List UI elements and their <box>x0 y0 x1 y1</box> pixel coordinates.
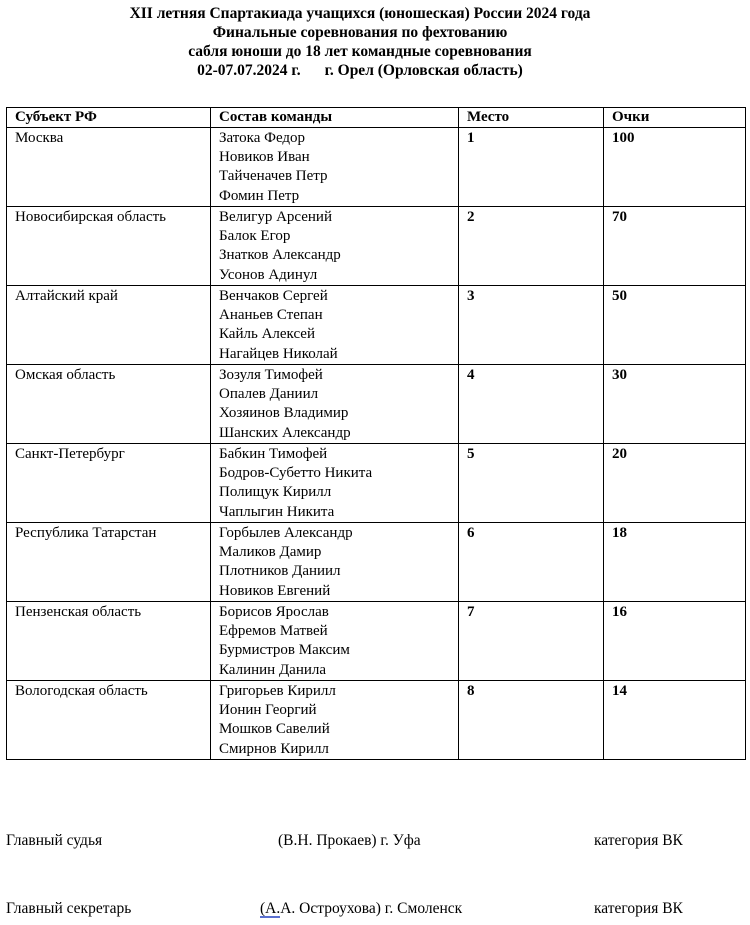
region-cell: Омская область <box>7 365 211 444</box>
team-member: Новиков Иван <box>219 149 310 166</box>
region-cell: Новосибирская область <box>7 207 211 286</box>
team-cell <box>211 128 459 207</box>
place-cell: 4 <box>459 365 604 444</box>
team-member: Бабкин Тимофей <box>219 446 328 462</box>
column-header-place: Место <box>459 108 604 128</box>
points-cell: 30 <box>604 365 746 444</box>
team-member: Усонов Адинул <box>219 266 318 283</box>
signature-role: Главный секретарь <box>6 900 132 917</box>
signature-category: категория ВК <box>594 832 683 849</box>
signature-name: (В.Н. Прокаев) г. Уфа <box>278 832 421 849</box>
table-row <box>7 207 746 286</box>
points-cell: 50 <box>604 286 746 365</box>
signature-name: (А.А. Остроухова) г. Смоленск <box>260 900 463 917</box>
points-cell: 16 <box>604 602 746 681</box>
place-cell: 8 <box>459 681 604 760</box>
table-row <box>7 523 746 602</box>
region-cell: Санкт-Петербург <box>7 444 211 523</box>
team-member: Борисов Ярослав <box>219 604 329 620</box>
team-member: Бурмистров Максим <box>219 642 350 659</box>
region-cell: Москва <box>7 128 211 207</box>
team-member: Затока Федор <box>219 130 306 146</box>
table-row <box>7 444 746 523</box>
points-cell: 20 <box>604 444 746 523</box>
team-member: Плотников Даниил <box>219 563 341 580</box>
table-row <box>7 128 746 207</box>
place-cell: 7 <box>459 602 604 681</box>
header-dateline <box>0 61 720 80</box>
points-cell: 100 <box>604 128 746 207</box>
points-cell: 14 <box>604 681 746 760</box>
team-cell <box>211 286 459 365</box>
column-header-points: Очки <box>604 108 746 128</box>
document-header <box>0 4 720 80</box>
team-member: Шанских Александр <box>219 424 351 441</box>
results-table <box>6 107 746 760</box>
place-cell: 5 <box>459 444 604 523</box>
table-row <box>7 365 746 444</box>
team-member: Чаплыгин Никита <box>219 503 335 520</box>
team-member: Ионин Георгий <box>219 702 317 719</box>
team-member: Полищук Кирилл <box>219 484 332 501</box>
team-member: Нагайцев Николай <box>219 345 338 362</box>
team-member: Опалев Даниил <box>219 386 319 403</box>
team-member: Григорьев Кирилл <box>219 683 336 699</box>
team-member: Ефремов Матвей <box>219 623 328 640</box>
signature-category: категория ВК <box>594 900 683 917</box>
team-member: Мошков Савелий <box>219 721 330 738</box>
team-member: Велигур Арсений <box>219 209 332 225</box>
header-line-3: сабля юноши до 18 лет командные соревнования <box>188 43 532 60</box>
team-member: Хозяинов Владимир <box>219 405 349 422</box>
table-row <box>7 602 746 681</box>
team-member: Бодров-Субетто Никита <box>219 465 373 482</box>
team-member: Знатков Александр <box>219 247 341 264</box>
region-cell: Республика Татарстан <box>7 523 211 602</box>
points-cell: 18 <box>604 523 746 602</box>
signature-chief-judge <box>6 832 745 852</box>
team-member: Маликов Дамир <box>219 544 322 561</box>
signature-role: Главный судья <box>6 832 103 849</box>
team-cell <box>211 681 459 760</box>
signature-name-wrap <box>260 900 462 918</box>
place-cell: 6 <box>459 523 604 602</box>
team-cell <box>211 444 459 523</box>
region-cell: Вологодская область <box>7 681 211 760</box>
team-member: Кайль Алексей <box>219 326 315 343</box>
header-location: г. Орел (Орловская область) <box>324 62 523 79</box>
text-cursor-mark <box>260 900 280 918</box>
points-cell: 70 <box>604 207 746 286</box>
signature-chief-secretary <box>6 900 745 920</box>
header-line-1: XII летняя Спартакиада учащихся (юношеская) России 2024 года <box>129 5 591 22</box>
team-member: Горбылев Александр <box>219 525 353 541</box>
team-cell <box>211 365 459 444</box>
team-member: Венчаков Сергей <box>219 288 328 304</box>
column-header-region: Субъект РФ <box>7 108 211 128</box>
table-row <box>7 286 746 365</box>
header-dates: 02-07.07.2024 г. <box>197 62 301 79</box>
team-member: Калинин Данила <box>219 661 327 678</box>
header-line-2: Финальные соревнования по фехтованию <box>212 24 508 41</box>
table-header-row <box>7 108 746 128</box>
team-member: Тайченачев Петр <box>219 168 328 185</box>
table-row <box>7 681 746 760</box>
team-member: Ананьев Степан <box>219 307 323 324</box>
team-cell <box>211 523 459 602</box>
region-cell: Алтайский край <box>7 286 211 365</box>
place-cell: 3 <box>459 286 604 365</box>
region-cell: Пензенская область <box>7 602 211 681</box>
place-cell: 2 <box>459 207 604 286</box>
team-member: Новиков Евгений <box>219 582 331 599</box>
team-member: Зозуля Тимофей <box>219 367 323 383</box>
team-cell <box>211 602 459 681</box>
place-cell: 1 <box>459 128 604 207</box>
team-member: Смирнов Кирилл <box>219 740 329 757</box>
team-member: Фомин Петр <box>219 187 300 204</box>
column-header-team: Состав команды <box>211 108 459 128</box>
team-cell <box>211 207 459 286</box>
team-member: Балок Егор <box>219 228 291 245</box>
